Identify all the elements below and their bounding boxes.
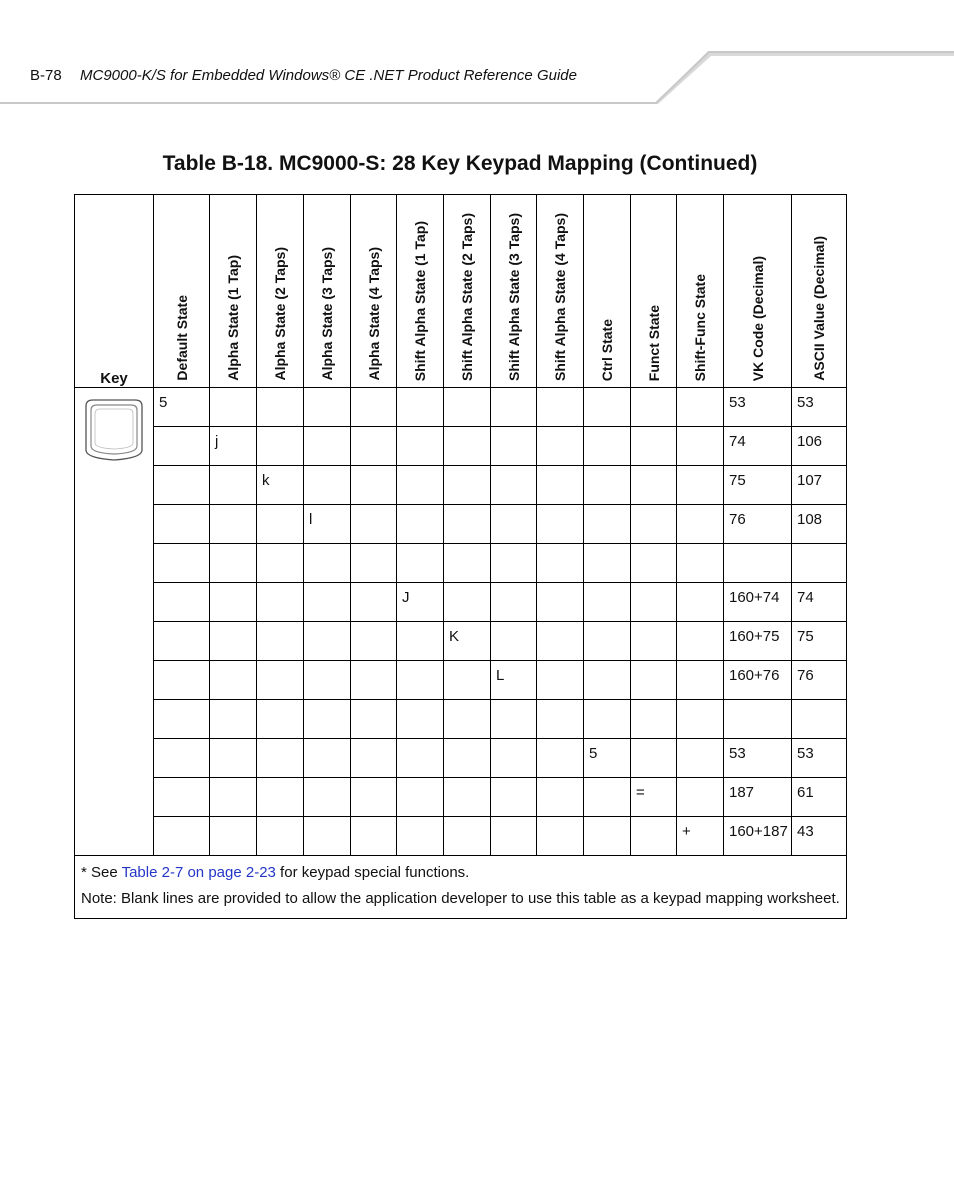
table-cell xyxy=(257,583,304,622)
table-cell xyxy=(677,427,724,466)
table-cell xyxy=(724,700,792,739)
column-header-default-state: Default State xyxy=(154,195,210,388)
table-cell: L xyxy=(491,661,537,700)
table-cell xyxy=(444,739,491,778)
table-cell xyxy=(444,583,491,622)
table-cell xyxy=(397,817,444,856)
table-cell: J xyxy=(397,583,444,622)
table-cell xyxy=(397,466,444,505)
column-header-vk-code: VK Code (Decimal) xyxy=(724,195,792,388)
table-cell xyxy=(257,661,304,700)
table-cell xyxy=(631,817,677,856)
table-cell xyxy=(537,739,584,778)
table-cell: 160+76 xyxy=(724,661,792,700)
table-cell xyxy=(444,466,491,505)
table-cell: 75 xyxy=(724,466,792,505)
table-cell xyxy=(304,466,351,505)
column-header-ascii-value: ASCII Value (Decimal) xyxy=(792,195,847,388)
table-cell xyxy=(397,544,444,583)
table-cell xyxy=(210,388,257,427)
table-cell xyxy=(537,661,584,700)
table-cell xyxy=(444,427,491,466)
table-cell xyxy=(537,505,584,544)
table-cell xyxy=(584,427,631,466)
table-cell xyxy=(304,388,351,427)
table-cell xyxy=(210,544,257,583)
table-cell xyxy=(397,739,444,778)
table-cell xyxy=(537,388,584,427)
table-cell xyxy=(304,817,351,856)
table-cell xyxy=(677,700,724,739)
table-cell xyxy=(631,622,677,661)
table-cell xyxy=(584,466,631,505)
column-header-alpha-2-taps: Alpha State (2 Taps) xyxy=(257,195,304,388)
table-cell xyxy=(584,505,631,544)
column-header-shift-func-state: Shift-Func State xyxy=(677,195,724,388)
table-row xyxy=(75,817,847,856)
table-cell xyxy=(537,700,584,739)
table-cell xyxy=(351,388,397,427)
table-cell xyxy=(677,778,724,817)
table-cell xyxy=(537,427,584,466)
table-cell: K xyxy=(444,622,491,661)
table-cell: 107 xyxy=(792,466,847,505)
table-cell: 5 xyxy=(154,388,210,427)
column-header-ctrl-state: Ctrl State xyxy=(584,195,631,388)
table-cell xyxy=(491,817,537,856)
table-cell xyxy=(792,544,847,583)
table-cell xyxy=(537,583,584,622)
table-cell xyxy=(210,505,257,544)
table-caption: Table B-18. MC9000-S: 28 Key Keypad Mapping (Continued) xyxy=(162,152,758,175)
key-cell xyxy=(75,388,154,856)
table-cell xyxy=(397,661,444,700)
table-cell xyxy=(154,505,210,544)
column-header-key: Key xyxy=(75,195,154,388)
table-cell xyxy=(724,544,792,583)
column-header-shift-alpha-4-taps: Shift Alpha State (4 Taps) xyxy=(537,195,584,388)
table-cell: j xyxy=(210,427,257,466)
table-cell xyxy=(154,544,210,583)
table-2-7-link[interactable]: Table 2-7 on page 2-23 xyxy=(121,864,276,881)
table-cell xyxy=(351,544,397,583)
table-cell: 75 xyxy=(792,622,847,661)
table-cell: 5 xyxy=(584,739,631,778)
table-row xyxy=(75,778,847,817)
table-cell xyxy=(584,817,631,856)
table-cell xyxy=(677,739,724,778)
table-cell xyxy=(491,388,537,427)
table-cell xyxy=(257,505,304,544)
table-cell xyxy=(491,739,537,778)
column-header-alpha-3-taps: Alpha State (3 Taps) xyxy=(304,195,351,388)
table-cell xyxy=(537,544,584,583)
table-cell xyxy=(397,622,444,661)
table-cell xyxy=(257,427,304,466)
page-number: B-78 xyxy=(30,67,62,84)
table-row xyxy=(75,466,847,505)
table-cell xyxy=(304,544,351,583)
table-cell xyxy=(491,427,537,466)
table-cell xyxy=(257,739,304,778)
table-cell: 76 xyxy=(724,505,792,544)
keypad-key-icon xyxy=(79,396,149,462)
table-cell xyxy=(677,583,724,622)
table-row xyxy=(75,583,847,622)
table-cell: = xyxy=(631,778,677,817)
table-cell xyxy=(304,622,351,661)
table-cell xyxy=(631,739,677,778)
table-cell: + xyxy=(677,817,724,856)
table-row xyxy=(75,388,847,427)
table-cell xyxy=(351,661,397,700)
table-cell xyxy=(304,583,351,622)
table-cell xyxy=(257,778,304,817)
table-cell xyxy=(444,505,491,544)
table-cell xyxy=(631,505,677,544)
table-cell xyxy=(584,583,631,622)
table-cell: 74 xyxy=(724,427,792,466)
table-row xyxy=(75,622,847,661)
table-cell xyxy=(631,583,677,622)
table-cell xyxy=(444,544,491,583)
table-cell: l xyxy=(304,505,351,544)
table-cell xyxy=(351,427,397,466)
worksheet-note: Note: Blank lines are provided to allow the application developer to use this table as a keypad mapping worksheet. xyxy=(81,890,840,907)
table-cell xyxy=(677,505,724,544)
table-cell xyxy=(154,661,210,700)
table-cell xyxy=(584,661,631,700)
table-cell xyxy=(537,466,584,505)
table-cell xyxy=(351,505,397,544)
table-cell xyxy=(677,388,724,427)
table-cell xyxy=(210,466,257,505)
table-notes xyxy=(75,856,847,919)
table-cell xyxy=(537,817,584,856)
table-cell xyxy=(304,427,351,466)
table-cell xyxy=(444,817,491,856)
table-cell xyxy=(631,661,677,700)
table-cell xyxy=(304,700,351,739)
table-row xyxy=(75,505,847,544)
table-row xyxy=(75,661,847,700)
table-cell xyxy=(154,466,210,505)
table-cell xyxy=(210,583,257,622)
table-cell xyxy=(351,778,397,817)
table-cell xyxy=(491,622,537,661)
column-header-alpha-4-taps: Alpha State (4 Taps) xyxy=(351,195,397,388)
table-cell xyxy=(397,427,444,466)
column-header-shift-alpha-3-taps: Shift Alpha State (3 Taps) xyxy=(491,195,537,388)
table-cell xyxy=(584,544,631,583)
table-cell: 106 xyxy=(792,427,847,466)
table-footer-row xyxy=(75,856,847,919)
table-cell xyxy=(257,388,304,427)
table-cell xyxy=(584,700,631,739)
table-cell xyxy=(491,700,537,739)
table-cell: 61 xyxy=(792,778,847,817)
table-cell xyxy=(631,544,677,583)
table-cell xyxy=(444,700,491,739)
table-cell: 160+187 xyxy=(724,817,792,856)
table-cell xyxy=(210,817,257,856)
table-cell xyxy=(491,466,537,505)
table-cell xyxy=(677,544,724,583)
column-header-shift-alpha-1-tap: Shift Alpha State (1 Tap) xyxy=(397,195,444,388)
table-cell: 53 xyxy=(792,739,847,778)
table-header-row xyxy=(75,195,847,388)
table-cell: 53 xyxy=(724,739,792,778)
table-cell xyxy=(154,817,210,856)
table-cell xyxy=(491,544,537,583)
table-cell: 74 xyxy=(792,583,847,622)
table-cell xyxy=(257,622,304,661)
table-cell xyxy=(397,700,444,739)
table-cell: 160+74 xyxy=(724,583,792,622)
table-cell xyxy=(154,739,210,778)
table-cell: 43 xyxy=(792,817,847,856)
table-cell xyxy=(351,700,397,739)
table-cell xyxy=(584,778,631,817)
table-cell xyxy=(351,817,397,856)
table-cell xyxy=(584,622,631,661)
table-cell xyxy=(631,388,677,427)
column-header-funct-state: Funct State xyxy=(631,195,677,388)
header-decoration xyxy=(0,0,954,110)
table-cell xyxy=(257,700,304,739)
table-cell: 53 xyxy=(724,388,792,427)
table-cell xyxy=(584,388,631,427)
column-header-shift-alpha-2-taps: Shift Alpha State (2 Taps) xyxy=(444,195,491,388)
table-cell: 108 xyxy=(792,505,847,544)
table-cell xyxy=(210,700,257,739)
table-cell xyxy=(631,700,677,739)
table-cell xyxy=(210,622,257,661)
table-cell xyxy=(210,661,257,700)
table-cell xyxy=(304,661,351,700)
table-cell xyxy=(304,778,351,817)
keypad-mapping-table xyxy=(74,194,847,919)
table-cell xyxy=(631,427,677,466)
table-cell xyxy=(351,739,397,778)
table-cell xyxy=(210,739,257,778)
table-cell xyxy=(154,622,210,661)
table-cell: 76 xyxy=(792,661,847,700)
table-row xyxy=(75,544,847,583)
table-cell xyxy=(351,622,397,661)
table-cell xyxy=(677,466,724,505)
column-header-alpha-1-tap: Alpha State (1 Tap) xyxy=(210,195,257,388)
table-cell xyxy=(537,778,584,817)
table-cell xyxy=(444,388,491,427)
table-cell xyxy=(444,661,491,700)
table-cell: k xyxy=(257,466,304,505)
table-cell xyxy=(210,778,257,817)
table-cell xyxy=(257,817,304,856)
table-cell xyxy=(154,583,210,622)
table-cell xyxy=(397,778,444,817)
table-cell xyxy=(792,700,847,739)
table-cell xyxy=(397,388,444,427)
table-cell xyxy=(677,622,724,661)
table-cell xyxy=(351,583,397,622)
table-cell xyxy=(491,505,537,544)
table-cell xyxy=(491,583,537,622)
table-row xyxy=(75,739,847,778)
table-cell: 53 xyxy=(792,388,847,427)
table-cell xyxy=(677,661,724,700)
document-title: MC9000-K/S for Embedded Windows® CE .NET Product Reference Guide xyxy=(80,67,577,84)
footnote: * See Table 2-7 on page 2-23 for keypad special functions. xyxy=(81,864,470,881)
table-cell xyxy=(257,544,304,583)
table-cell xyxy=(154,427,210,466)
table-cell xyxy=(537,622,584,661)
table-cell: 187 xyxy=(724,778,792,817)
table-cell xyxy=(491,778,537,817)
table-row xyxy=(75,700,847,739)
table-cell xyxy=(351,466,397,505)
table-cell xyxy=(631,466,677,505)
table-cell: 160+75 xyxy=(724,622,792,661)
table-cell xyxy=(154,778,210,817)
table-cell xyxy=(444,778,491,817)
table-cell xyxy=(397,505,444,544)
table-row xyxy=(75,427,847,466)
table-cell xyxy=(304,739,351,778)
table-cell xyxy=(154,700,210,739)
